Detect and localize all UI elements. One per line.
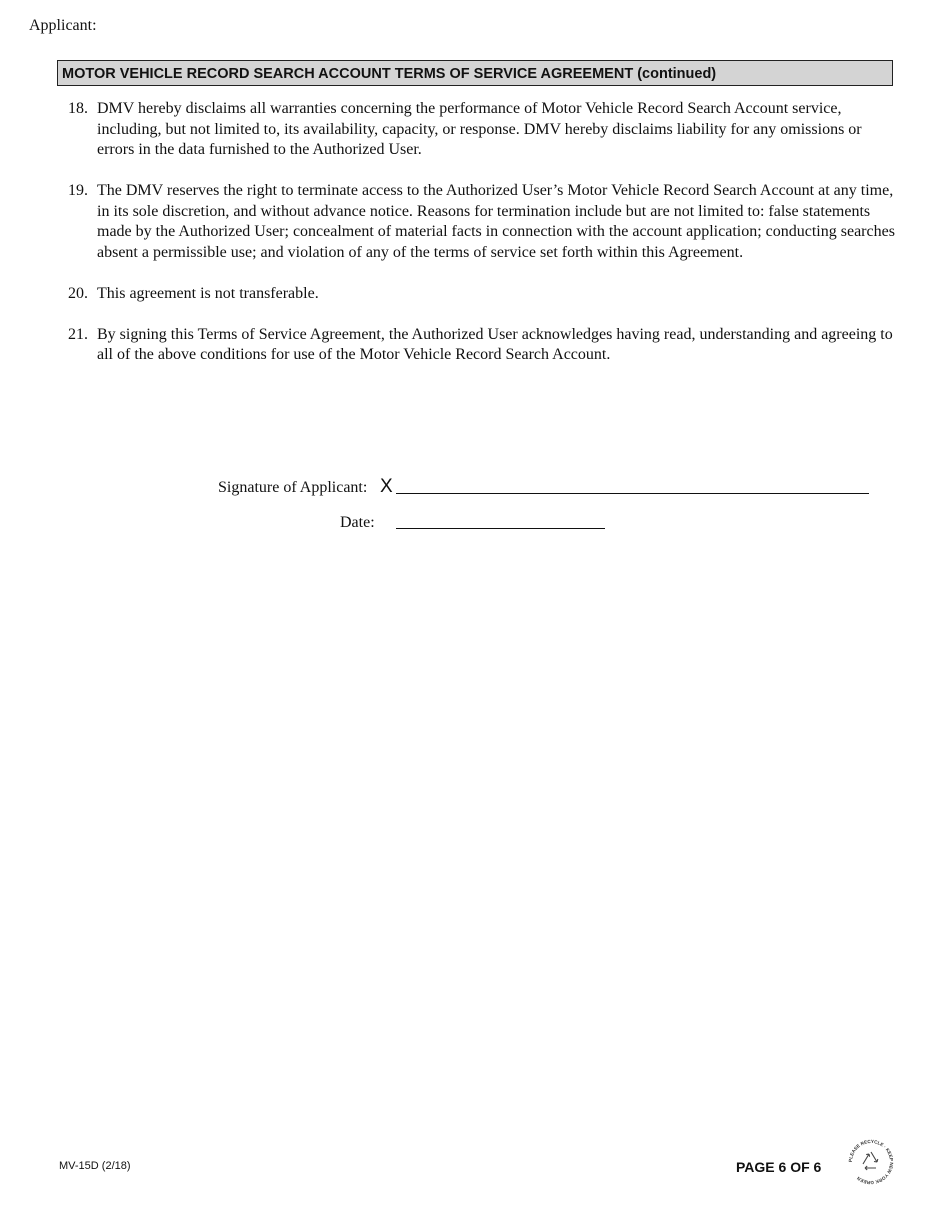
term-number: 20.	[68, 284, 88, 302]
term-text: DMV hereby disclaims all warranties concerning the performance of Motor Vehicle Record Search Account service, including, but not limited to, its availability, capacity, or response. DMV hereby disclaims liability for any omissions or errors in the data furnished to the Authorized User.	[97, 100, 862, 158]
term-number: 18.	[68, 100, 88, 117]
signature-mark: X	[380, 476, 393, 497]
recycle-logo-text: PLEASE RECYCLE · KEEP NEW YORK GREEN	[847, 1138, 895, 1186]
term-number: 21.	[68, 325, 88, 343]
term-number: 19.	[68, 182, 88, 199]
term-item	[58, 99, 898, 161]
svg-text:PLEASE RECYCLE · KEEP NEW YORK	[848, 1139, 894, 1185]
terms-list	[58, 99, 898, 386]
date-label: Date:	[340, 514, 375, 531]
signature-field[interactable]	[396, 493, 869, 494]
term-text: This agreement is not transferable.	[97, 284, 319, 302]
applicant-label: Applicant:	[29, 17, 97, 34]
term-item	[58, 325, 898, 366]
signature-label: Signature of Applicant:	[218, 479, 368, 496]
term-text: By signing this Terms of Service Agreement, the Authorized User acknowledges having read, understanding and agreeing to all of the above conditions for use of the Motor Vehicle Record Search Account.	[97, 325, 893, 363]
term-item	[58, 284, 898, 305]
page-number: PAGE 6 OF 6	[736, 1159, 822, 1175]
date-field[interactable]	[396, 528, 605, 529]
section-title: MOTOR VEHICLE RECORD SEARCH ACCOUNT TERMS OF SERVICE AGREEMENT (continued)	[57, 60, 893, 86]
term-item	[58, 181, 898, 263]
term-text: The DMV reserves the right to terminate access to the Authorized User’s Motor Vehicle Record Search Account at any time, in its sole discretion, and without advance notice. Reasons for termination include but are not limited to: false statements made by the Authorized User; concealment of material facts in connection with the account application; conducting searches absent a permissible use; and violation of any of the terms of service set forth within this Agreement.	[97, 182, 895, 261]
recycle-icon	[846, 1137, 896, 1187]
form-id: MV-15D (2/18)	[59, 1160, 131, 1172]
